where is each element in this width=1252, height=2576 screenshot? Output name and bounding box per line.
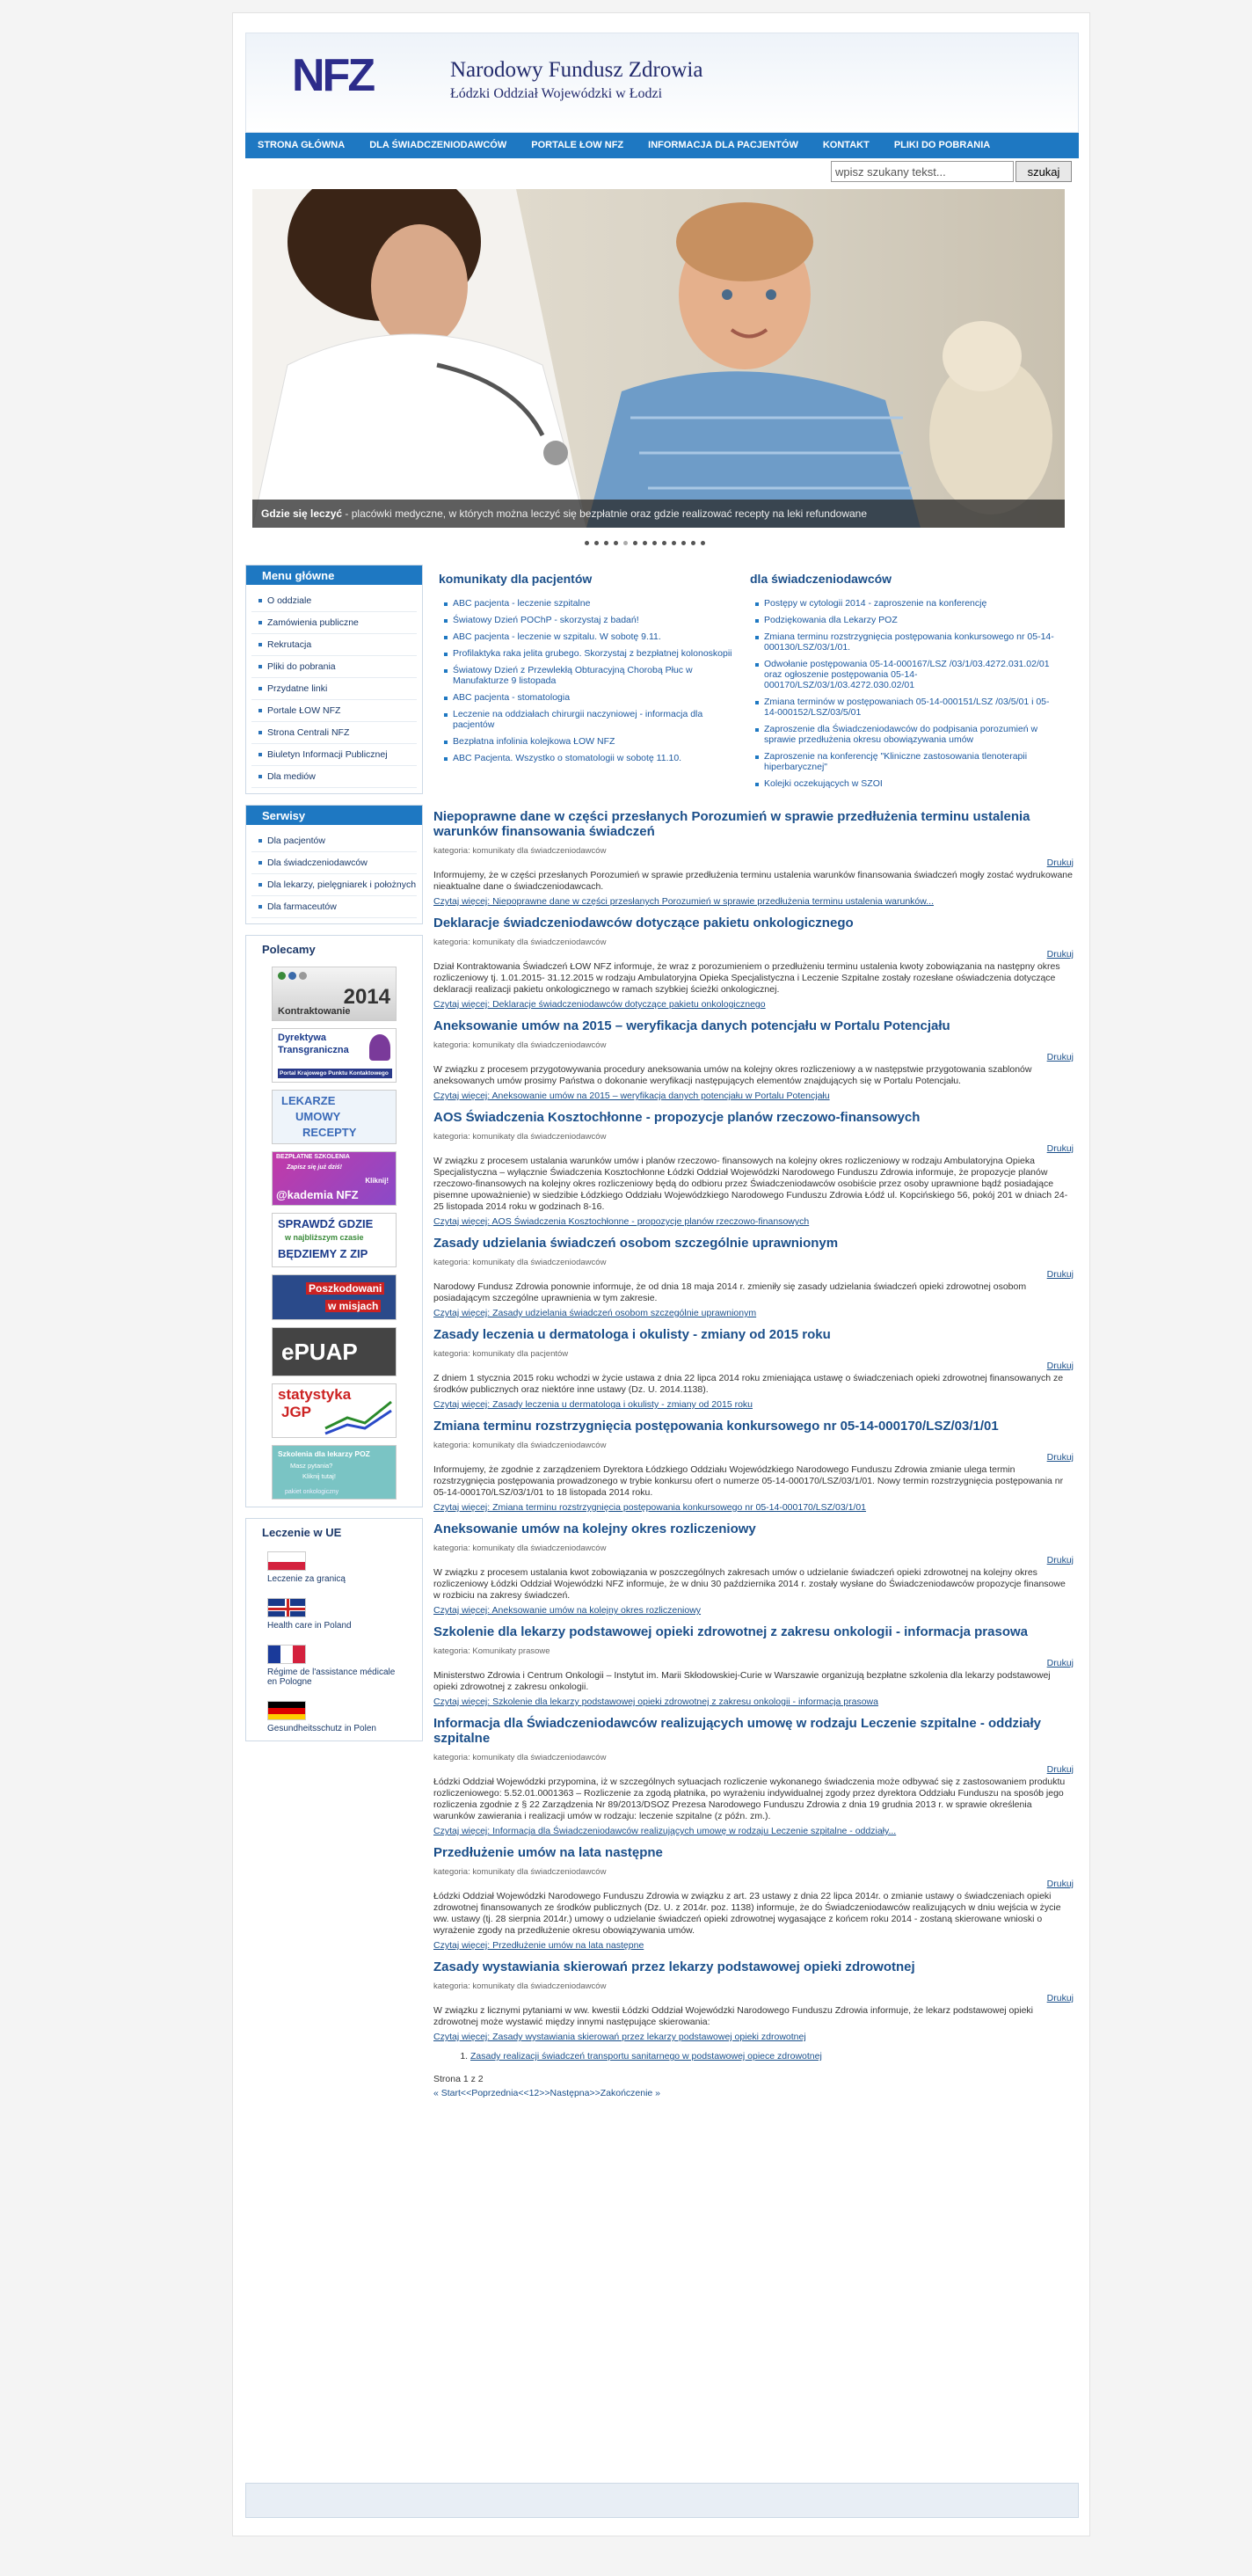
article-body: Informujemy, że w części przesłanych Porozumień w sprawie przedłużenia terminu ustalenia warunków finansowania świadczeń mogły zostać wydrukowane nieaktualne dane o świadczeniodawcach. <box>433 870 1073 892</box>
menu-item[interactable] <box>251 722 417 744</box>
article-body: Łódzki Oddział Wojewódzki Narodowego Funduszu Zdrowia w związku z art. 23 ustawy z dnia 22 lipca 2014r. o zmianie ustawy o świadczeniach opieki zdrowotnej finansowanych ze środków publicznych (Dz. U. z 2014r. poz. 1138) informuje, że do Świadczeniodawców realizujących w dniu wejścia w życie ww. ustawy (tj. 28 sierpnia 2014r.) umowy o udzielanie świadczeń opieki zdrowotnej wygasające z końcem roku 2014 - zostaną skierowane wnioski o wyrażenie zgody na przedłużenie okresu obowiązywania umów. <box>433 1891 1061 1936</box>
slider-dot[interactable] <box>585 541 589 545</box>
read-more-link[interactable]: Czytaj więcej: AOS Świadczenia Kosztochłonne - propozycje planów rzeczowo-finansowych <box>433 1216 810 1227</box>
eu-link-label[interactable]: Régime de l'assistance médicale en Pologne <box>267 1667 396 1687</box>
slider-dots <box>585 541 705 545</box>
providers-column-title: dla świadczeniodawców <box>750 572 892 586</box>
menu-item[interactable] <box>251 700 417 722</box>
slider-dot[interactable] <box>662 541 666 545</box>
main-content <box>433 565 1074 2098</box>
article <box>433 1327 1074 1410</box>
print-link[interactable]: Drukuj <box>1046 1555 1074 1565</box>
promo-line: UMOWY <box>295 1110 341 1123</box>
menu-item[interactable] <box>251 896 417 918</box>
menu-item-label[interactable]: Dla świadczeniodawców <box>267 857 368 868</box>
slider-dot[interactable] <box>614 541 618 545</box>
slider-dot[interactable] <box>633 541 637 545</box>
article-category: kategoria: komunikaty dla świadczeniodawców <box>433 1258 607 1267</box>
patients-column <box>433 565 732 793</box>
news-link[interactable]: Podziękowania dla Lekarzy POZ <box>764 615 898 625</box>
article-body: Z dniem 1 stycznia 2015 roku wchodzi w życie ustawa z dnia 22 lipca 2014 roku zmieniająca ustawę o świadczeniach opieki zdrowotnej finansowanych ze środków publicznych oraz niektóre inne ustawy (Dz. U. 2014.1138). <box>433 1373 1064 1395</box>
article-category: kategoria: komunikaty dla świadczeniodawców <box>433 1753 607 1762</box>
news-item[interactable] <box>444 690 732 704</box>
promo-line: Kliknij tutaj! <box>302 1472 336 1480</box>
article <box>433 1624 1074 1707</box>
read-more-link[interactable]: Czytaj więcej: Aneksowanie umów na kolejny okres rozliczeniowy <box>433 1605 702 1616</box>
eu-link-label[interactable]: Gesundheitsschutz in Polen <box>267 1724 376 1733</box>
news-link[interactable]: Światowy Dzień z Przewlekłą Obturacyjną Chorobą Płuc w Manufakturze 9 listopada <box>453 665 693 686</box>
slide-caption-text: - placówki medyczne, w których można leczyć się bezpłatnie oraz gdzie realizować recepty na leki refundowane <box>342 507 868 520</box>
eu-link-label[interactable]: Health care in Poland <box>267 1621 352 1631</box>
print-link[interactable]: Drukuj <box>1046 1658 1074 1668</box>
hero-image <box>252 189 1065 528</box>
search-input[interactable] <box>831 161 1014 182</box>
news-item[interactable] <box>444 613 732 627</box>
news-item[interactable] <box>444 707 732 732</box>
slider-dot[interactable] <box>672 541 676 545</box>
pagination-nav[interactable]: « Start<<Poprzednia<<12>>Następna>>Zakończenie » <box>433 2088 661 2098</box>
slider-dot[interactable] <box>652 541 657 545</box>
uk-flag-icon <box>267 1598 306 1617</box>
menu-item-label[interactable]: Pliki do pobrania <box>267 661 336 672</box>
header <box>245 33 1079 133</box>
nfz-logo[interactable]: NFZ <box>292 50 374 101</box>
print-link[interactable]: Drukuj <box>1046 1269 1074 1280</box>
menu-item-label[interactable]: Strona Centrali NFZ <box>267 727 350 738</box>
promo-directive[interactable] <box>272 1028 397 1083</box>
news-link[interactable]: Zmiana terminów w postępowaniach 05-14-000151/LSZ /03/5/01 i 05-14-000152/LSZ/03/5/01 <box>764 697 1050 718</box>
promo-doctors[interactable] <box>272 1090 397 1144</box>
eu-treatment-title: Leczenie w UE <box>262 1526 342 1539</box>
nav-patients-info[interactable]: INFORMACJA DLA PACJENTÓW <box>648 140 798 150</box>
article-category: kategoria: komunikaty dla świadczeniodawców <box>433 1441 607 1450</box>
promo-poz-training[interactable] <box>272 1445 397 1500</box>
print-link[interactable]: Drukuj <box>1046 1764 1074 1775</box>
article <box>433 1018 1074 1101</box>
article-body: Informujemy, że zgodnie z zarządzeniem Dyrektora Łódzkiego Oddziału Wojewódzkiego Narodowego Funduszu Zdrowia zmianie ulega termin rozstrzygnięcia postępowania prowadzonego w trybie konkursu ofert o numerze 05-14-000170/LSZ/03/1/01. Nowy termin rozstrzygnięcia postępowania nr 05-14-000170/LSZ/03/1/01 to 18 listopada 2014 roku. <box>433 1464 1064 1498</box>
news-item[interactable] <box>755 722 1061 747</box>
print-link[interactable]: Drukuj <box>1046 1143 1074 1154</box>
article-body: Ministerstwo Zdrowia i Centrum Onkologii – Instytut im. Marii Skłodowskiej-Curie w Warszawie organizują bezpłatne szkolenia dla lekarzy podstawowej opieki zdrowotnej z zakresu onkologii. <box>433 1670 1051 1692</box>
news-link[interactable]: Profilaktyka raka jelita grubego. Skorzystaj z bezpłatnej kolonoskopii <box>453 648 732 659</box>
news-item[interactable] <box>444 596 732 610</box>
promo-zip[interactable] <box>272 1213 397 1267</box>
article-category: kategoria: komunikaty dla świadczeniodawców <box>433 1132 607 1142</box>
read-more-link[interactable]: Czytaj więcej: Przedłużenie umów na lata następne <box>433 1940 644 1951</box>
article-title[interactable]: Aneksowanie umów na kolejny okres rozliczeniowy <box>433 1522 756 1536</box>
article-body: Narodowy Fundusz Zdrowia ponownie informuje, że od dnia 18 maja 2014 r. zmieniły się zasady udzielania świadczeń opieki zdrowotnej osobom posiadającym szczególne uprawnienia w tym zakresie. <box>433 1281 1027 1303</box>
promo-line: Poszkodowani <box>306 1282 384 1295</box>
slide-caption-title: Gdzie się leczyć <box>261 507 343 520</box>
more-link[interactable]: Zasady realizacji świadczeń transportu sanitarnego w podstawowej opiece zdrowotnej <box>470 2051 822 2062</box>
article-category: kategoria: Komunikaty prasowe <box>433 1646 550 1656</box>
services-menu <box>245 805 423 924</box>
news-link[interactable]: Zmiana terminu rozstrzygnięcia postępowania konkursowego nr 05-14-000130/LSZ/03/1/01. <box>764 631 1054 653</box>
menu-item[interactable] <box>251 612 417 634</box>
promo-line: w misjach <box>325 1300 381 1312</box>
promo-line: @kademia NFZ <box>276 1188 359 1201</box>
slider-dot[interactable] <box>594 541 599 545</box>
promo-line: BEZPŁATNE SZKOLENIA <box>276 1154 350 1160</box>
promo-line: SPRAWDŹ GDZIE <box>278 1217 374 1230</box>
search-button[interactable]: szukaj <box>1015 161 1072 182</box>
nav-downloads[interactable]: PLIKI DO POBRANIA <box>893 140 991 150</box>
news-item[interactable] <box>444 734 732 748</box>
article-title[interactable]: Przedłużenie umów na lata następne <box>433 1845 663 1860</box>
article-category: kategoria: komunikaty dla świadczeniodawców <box>433 1981 607 1991</box>
menu-item[interactable] <box>251 678 417 700</box>
news-item[interactable] <box>755 657 1061 692</box>
print-link[interactable]: Drukuj <box>1046 1879 1074 1889</box>
eu-link[interactable] <box>246 1694 422 1740</box>
main-menu <box>245 565 423 794</box>
promo-dots <box>278 972 307 982</box>
site-subtitle: Łódzki Oddział Wojewódzki w Łodzi <box>450 86 663 101</box>
germany-flag-icon <box>267 1701 306 1720</box>
slider-dot[interactable] <box>681 541 686 545</box>
read-more-link[interactable]: Czytaj więcej: Zasady wystawiania skierowań przez lekarzy podstawowej opieki zdrowotnej <box>433 2032 806 2042</box>
slider-dot[interactable] <box>701 541 705 545</box>
promo-line: ePUAP <box>281 1339 358 1365</box>
menu-item[interactable] <box>251 852 417 874</box>
news-item[interactable] <box>755 777 1061 791</box>
promo-epuap[interactable] <box>272 1327 397 1376</box>
news-link[interactable]: ABC pacjenta - leczenie w szpitalu. W sobotę 9.11. <box>453 631 661 642</box>
page-container <box>232 12 1090 2536</box>
news-link[interactable]: Odwołanie postępowania 05-14-000167/LSZ /03/1/03.4272.031.02/01 oraz ogłoszenie postępowania 05-14-000170/LSZ/03/1/03.4272.030.02/01 <box>764 659 1050 690</box>
article <box>433 1110 1074 1227</box>
menu-item-label[interactable]: Rekrutacja <box>267 639 312 650</box>
article-title[interactable]: Zasady udzielania świadczeń osobom szczególnie uprawnionym <box>433 1236 839 1251</box>
eu-treatment-box <box>245 1518 423 1741</box>
promo-line: LEKARZE <box>281 1094 336 1107</box>
menu-item[interactable] <box>251 590 417 612</box>
news-link[interactable]: Bezpłatna infolinia kolejkowa ŁOW NFZ <box>453 736 615 747</box>
sidebar <box>245 565 423 1752</box>
article <box>433 1236 1074 1318</box>
hero-slider[interactable] <box>252 189 1065 528</box>
promo-line: statystyka <box>278 1386 352 1403</box>
article-category: kategoria: komunikaty dla świadczeniodawców <box>433 1867 607 1877</box>
footer <box>245 2483 1079 2518</box>
promo-line: JGP <box>281 1404 312 1420</box>
news-link[interactable]: Zaproszenie dla Świadczeniodawców do podpisania porozumień w sprawie przedłużenia okresu obowiązywania umów <box>764 724 1038 745</box>
article <box>433 809 1074 907</box>
promo-line: Portal Krajowego Punktu Kontaktowego <box>278 1069 392 1078</box>
more-link-item[interactable] <box>470 2051 1074 2062</box>
nav-contact[interactable]: KONTAKT <box>822 140 870 150</box>
menu-item[interactable] <box>251 656 417 678</box>
print-link[interactable]: Drukuj <box>1046 857 1074 868</box>
promo-line: Zapisz się już dziś! <box>287 1164 343 1171</box>
article-title[interactable]: Niepoprawne dane w części przesłanych Porozumień w sprawie przedłużenia terminu ustalenia warunków finansowania świadczeń <box>433 809 1030 839</box>
slider-dot[interactable] <box>604 541 608 545</box>
news-link[interactable]: Leczenie na oddziałach chirurgii naczyniowej - informacja dla pacjentów <box>453 709 703 730</box>
person-icon <box>369 1034 390 1061</box>
services-title: Serwisy <box>246 806 422 825</box>
news-item[interactable] <box>444 663 732 688</box>
promo-line: BĘDZIEMY Z ZIP <box>278 1247 368 1260</box>
read-more-link[interactable]: Czytaj więcej: Aneksowanie umów na 2015 – weryfikacja danych potencjału w Portalu Potencjału <box>433 1091 830 1101</box>
promo-injured[interactable] <box>272 1274 397 1320</box>
patients-column-title: komunikaty dla pacjentów <box>439 572 593 586</box>
providers-list <box>745 596 1061 791</box>
menu-item-label[interactable]: Dla pacjentów <box>267 836 325 846</box>
news-link[interactable]: ABC pacjenta - leczenie szpitalne <box>453 598 591 609</box>
article-body: Dział Kontraktowania Świadczeń ŁOW NFZ informuje, że wraz z porozumieniem o przedłużeniu terminu ustalenia kwoty zobowiązania na następny okres rozliczeniowy tj. 1.01.2015- 31.12.2015 w rodzaju Ambulatoryjna Opieka Specjalistyczna i Leczenie Szpitalne zostały rozesłane oświadczenia dotyczące deklaracji realizacji pakietu onkologicznego w ramach szybkiej ścieżki onkologicznej. <box>433 961 1060 995</box>
article <box>433 1959 1074 2042</box>
main-menu-title: Menu główne <box>246 566 422 585</box>
search-bar <box>831 161 1072 182</box>
menu-item-label[interactable]: Dla lekarzy, pielęgniarek i położnych <box>267 879 417 890</box>
news-link[interactable]: Zaproszenie na konferencję "Kliniczne zastosowania tlenoterapii hiperbarycznej" <box>764 751 1028 772</box>
article-category: kategoria: komunikaty dla świadczeniodawców <box>433 1543 607 1553</box>
print-link[interactable]: Drukuj <box>1046 949 1074 960</box>
news-link[interactable]: ABC pacjenta - stomatologia <box>453 692 571 703</box>
promo-label: Kontraktowanie <box>278 1006 351 1017</box>
slider-dot[interactable] <box>691 541 695 545</box>
article-title[interactable]: Zasady wystawiania skierowań przez lekarzy podstawowej opieki zdrowotnej <box>433 1959 915 1974</box>
read-more-link[interactable]: Czytaj więcej: Zmiana terminu rozstrzygnięcia postępowania konkursowego nr 05-14-000170/LSZ/03/1/01 <box>433 1502 867 1513</box>
article-body: W związku z procesem przygotowywania procedury aneksowania umów na kolejny okres rozliczeniowy a w następstwie przygotowania szablonów aneksowanych umów prosimy Państwa o dokonanie weryfikacji następujących elementów znajdujących się w Portalu Potencjału. <box>433 1064 1032 1086</box>
more-links-list <box>433 2051 1074 2062</box>
france-flag-icon <box>267 1645 306 1664</box>
article <box>433 1716 1074 1836</box>
news-item[interactable] <box>444 646 732 660</box>
article-title[interactable]: AOS Świadczenia Kosztochłonne - propozycje planów rzeczowo-finansowych <box>433 1110 921 1125</box>
article <box>433 916 1074 1010</box>
recommended-title: Polecamy <box>262 943 316 956</box>
slider-dot[interactable] <box>623 541 628 545</box>
main-nav <box>245 133 1079 158</box>
promo-line: RECEPTY <box>302 1126 357 1139</box>
promo-statistics[interactable] <box>272 1383 397 1438</box>
nav-home[interactable]: STRONA GŁÓWNA <box>258 140 346 150</box>
news-item[interactable] <box>444 630 732 644</box>
article-category: kategoria: komunikaty dla świadczeniodawców <box>433 846 607 856</box>
nav-portals[interactable]: PORTALE ŁOW NFZ <box>531 140 624 150</box>
article-body: Łódzki Oddział Wojewódzki przypomina, iż w szczególnych sytuacjach rozliczenie wykonanego świadczenia może odbywać się z zastosowaniem produktu rozliczeniowego: 5.52.01.0001363 – Rozliczenie za zgodą płatnika, po wyrażeniu indywidualnej zgody przez dyrektora Oddziału Funduszu na sposób jego rozliczenia zgodnie z § 22 Zarządzenia Nr 89/2013/DSOZ Prezesa Narodowego Funduszu Zdrowia z dnia 19 grudnia 2013 r. w sprawie określenia warunków zawierania i realizacji umów w rodzaju: leczenie szpitalne (z późn. zm.). <box>433 1777 1066 1821</box>
promo-line: Dyrektywa <box>278 1033 327 1043</box>
read-more-link[interactable]: Czytaj więcej: Informacja dla Świadczeniodawców realizujących umowę w rodzaju Leczenie szpitalne - oddziały... <box>433 1826 897 1836</box>
eu-link[interactable] <box>246 1591 422 1638</box>
article-body: W związku z procesem ustalania kwot zobowiązania w poszczególnych zakresach umów o udzielanie świadczeń opieki zdrowotnej na kolejny okres rozliczeniowy Łódzki Oddział Wojewódzki NFZ informuje, że w dniu 30 października 2014 r. zostały wysłane do Świadczeniodawców propozycje finansowe w rozbiciu na zakresy świadczeń. <box>433 1567 1066 1601</box>
article-category: kategoria: komunikaty dla świadczeniodawców <box>433 938 607 947</box>
news-link[interactable]: Kolejki oczekujących w SZOI <box>764 778 883 789</box>
eu-link[interactable] <box>246 1544 422 1591</box>
providers-column <box>745 565 1061 793</box>
menu-item[interactable] <box>251 830 417 852</box>
article-body: W związku z licznymi pytaniami w ww. kwestii Łódzki Oddział Wojewódzki Narodowego Funduszu Zdrowia informuje, że lekarz podstawowej opieki zdrowotnej może wystawić między innymi następujące skierowania: <box>433 2005 1033 2027</box>
promo-line: pakiet onkologiczny <box>285 1489 339 1495</box>
news-item[interactable] <box>755 695 1061 719</box>
eu-link[interactable] <box>246 1638 422 1694</box>
article <box>433 1522 1074 1616</box>
promo-kontraktowanie[interactable] <box>272 967 397 1021</box>
eu-link-label[interactable]: Leczenie za granicą <box>267 1574 346 1584</box>
article-title[interactable]: Informacja dla Świadczeniodawców realizujących umowę w rodzaju Leczenie szpitalne - oddziały szpitalne <box>433 1716 1042 1746</box>
menu-item[interactable] <box>251 874 417 896</box>
article-title[interactable]: Deklaracje świadczeniodawców dotyczące pakietu onkologicznego <box>433 916 854 930</box>
news-item[interactable] <box>755 630 1061 654</box>
print-link[interactable]: Drukuj <box>1046 1452 1074 1463</box>
news-link[interactable]: Postępy w cytologii 2014 - zaproszenie na konferencję <box>764 598 987 609</box>
recommended-box <box>245 935 423 1507</box>
article-body: W związku z procesem ustalania warunków umów i planów rzeczowo- finansowych na kolejny okres rozliczeniowy w rodzaju Ambulatoryjna Opieka Specjalistyczna – wyłącznie Świadczenia Kosztochłonne Łódzki Oddział Wojewódzki Narodowego Funduszu Zdrowia informuje, że propozycje planów rzeczowo-finansowych na kolejny okres rozliczeniowy będą do odbioru przez Świadczeniodawców osobiście przez osoby uprawnione bądź posiadające pisemne upoważnienie) w siedzibie Łódzkiego Oddziału Wojewódzkiego Narodowego Funduszu Zdrowia Łódź ul. Kopcińskiego 56, pokój 201 w dniach 24-25 listopada 2014 roku w godzinach 8-16. <box>433 1156 1068 1212</box>
patients-list <box>433 596 732 765</box>
menu-item[interactable] <box>251 744 417 766</box>
menu-item-label[interactable]: Portale ŁOW NFZ <box>267 705 341 716</box>
news-link[interactable]: ABC Pacjenta. Wszystko o stomatologii w sobotę 11.10. <box>453 753 682 763</box>
menu-item-label[interactable]: Dla farmaceutów <box>267 901 337 912</box>
read-more-link[interactable]: Czytaj więcej: Niepoprawne dane w części przesłanych Porozumień w sprawie przedłużenia terminu ustalenia warunków... <box>433 896 935 907</box>
site-title: Narodowy Fundusz Zdrowia <box>450 58 703 82</box>
promo-line: Masz pytania? <box>290 1462 333 1470</box>
promo-year: 2014 <box>343 985 390 1009</box>
menu-item-label[interactable]: Dla mediów <box>267 771 316 782</box>
nav-providers[interactable]: DLA ŚWIADCZENIODAWCÓW <box>369 140 507 150</box>
menu-item-label[interactable]: Biuletyn Informacji Publicznej <box>267 749 388 760</box>
menu-item-label[interactable]: Przydatne linki <box>267 683 328 694</box>
slider-dot[interactable] <box>643 541 647 545</box>
article-title[interactable]: Szkolenie dla lekarzy podstawowej opieki zdrowotnej z zakresu onkologii - informacja prasowa <box>433 1624 1028 1639</box>
promo-line: w najbliższym czasie <box>285 1233 364 1242</box>
promo-line: Kliknij! <box>365 1177 389 1185</box>
read-more-link[interactable]: Czytaj więcej: Zasady udzielania świadczeń osobom szczególnie uprawnionym <box>433 1308 757 1318</box>
news-item[interactable] <box>755 596 1061 610</box>
pagination-label: Strona 1 z 2 <box>433 2074 484 2084</box>
article-category: kategoria: komunikaty dla świadczeniodawców <box>433 1040 607 1050</box>
news-link[interactable]: Światowy Dzień POChP - skorzystaj z badań! <box>453 615 639 625</box>
read-more-link[interactable]: Czytaj więcej: Deklaracje świadczeniodawców dotyczące pakietu onkologicznego <box>433 999 766 1010</box>
news-item[interactable] <box>444 751 732 765</box>
news-item[interactable] <box>755 749 1061 774</box>
promo-line: Transgraniczna <box>278 1045 349 1055</box>
chart-icon <box>273 1384 396 1437</box>
poland-flag-icon <box>267 1551 306 1571</box>
article <box>433 1419 1074 1513</box>
read-more-link[interactable]: Czytaj więcej: Zasady leczenia u dermatologa i okulisty - zmiany od 2015 roku <box>433 1399 753 1410</box>
news-columns <box>433 565 1074 793</box>
menu-item[interactable] <box>251 634 417 656</box>
menu-item-label[interactable]: O oddziale <box>267 595 312 606</box>
articles-list <box>433 809 1074 2042</box>
print-link[interactable]: Drukuj <box>1046 1993 1074 2003</box>
article-category: kategoria: komunikaty dla pacjentów <box>433 1349 569 1359</box>
read-more-link[interactable]: Czytaj więcej: Szkolenie dla lekarzy podstawowej opieki zdrowotnej z zakresu onkologii - informacja prasowa <box>433 1697 878 1707</box>
menu-item[interactable] <box>251 766 417 788</box>
article-title[interactable]: Aneksowanie umów na 2015 – weryfikacja danych potencjału w Portalu Potencjału <box>433 1018 950 1033</box>
promo-akademia[interactable] <box>272 1151 397 1206</box>
news-item[interactable] <box>755 613 1061 627</box>
menu-item-label[interactable]: Zamówienia publiczne <box>267 617 359 628</box>
article <box>433 1845 1074 1951</box>
print-link[interactable]: Drukuj <box>1046 1052 1074 1062</box>
article-title[interactable]: Zasady leczenia u dermatologa i okulisty - zmiany od 2015 roku <box>433 1327 831 1342</box>
print-link[interactable]: Drukuj <box>1046 1361 1074 1371</box>
article-title[interactable]: Zmiana terminu rozstrzygnięcia postępowania konkursowego nr 05-14-000170/LSZ/03/1/01 <box>433 1419 999 1434</box>
slide-caption[interactable] <box>252 500 1065 528</box>
promo-line: Szkolenia dla lekarzy POZ <box>278 1449 370 1458</box>
